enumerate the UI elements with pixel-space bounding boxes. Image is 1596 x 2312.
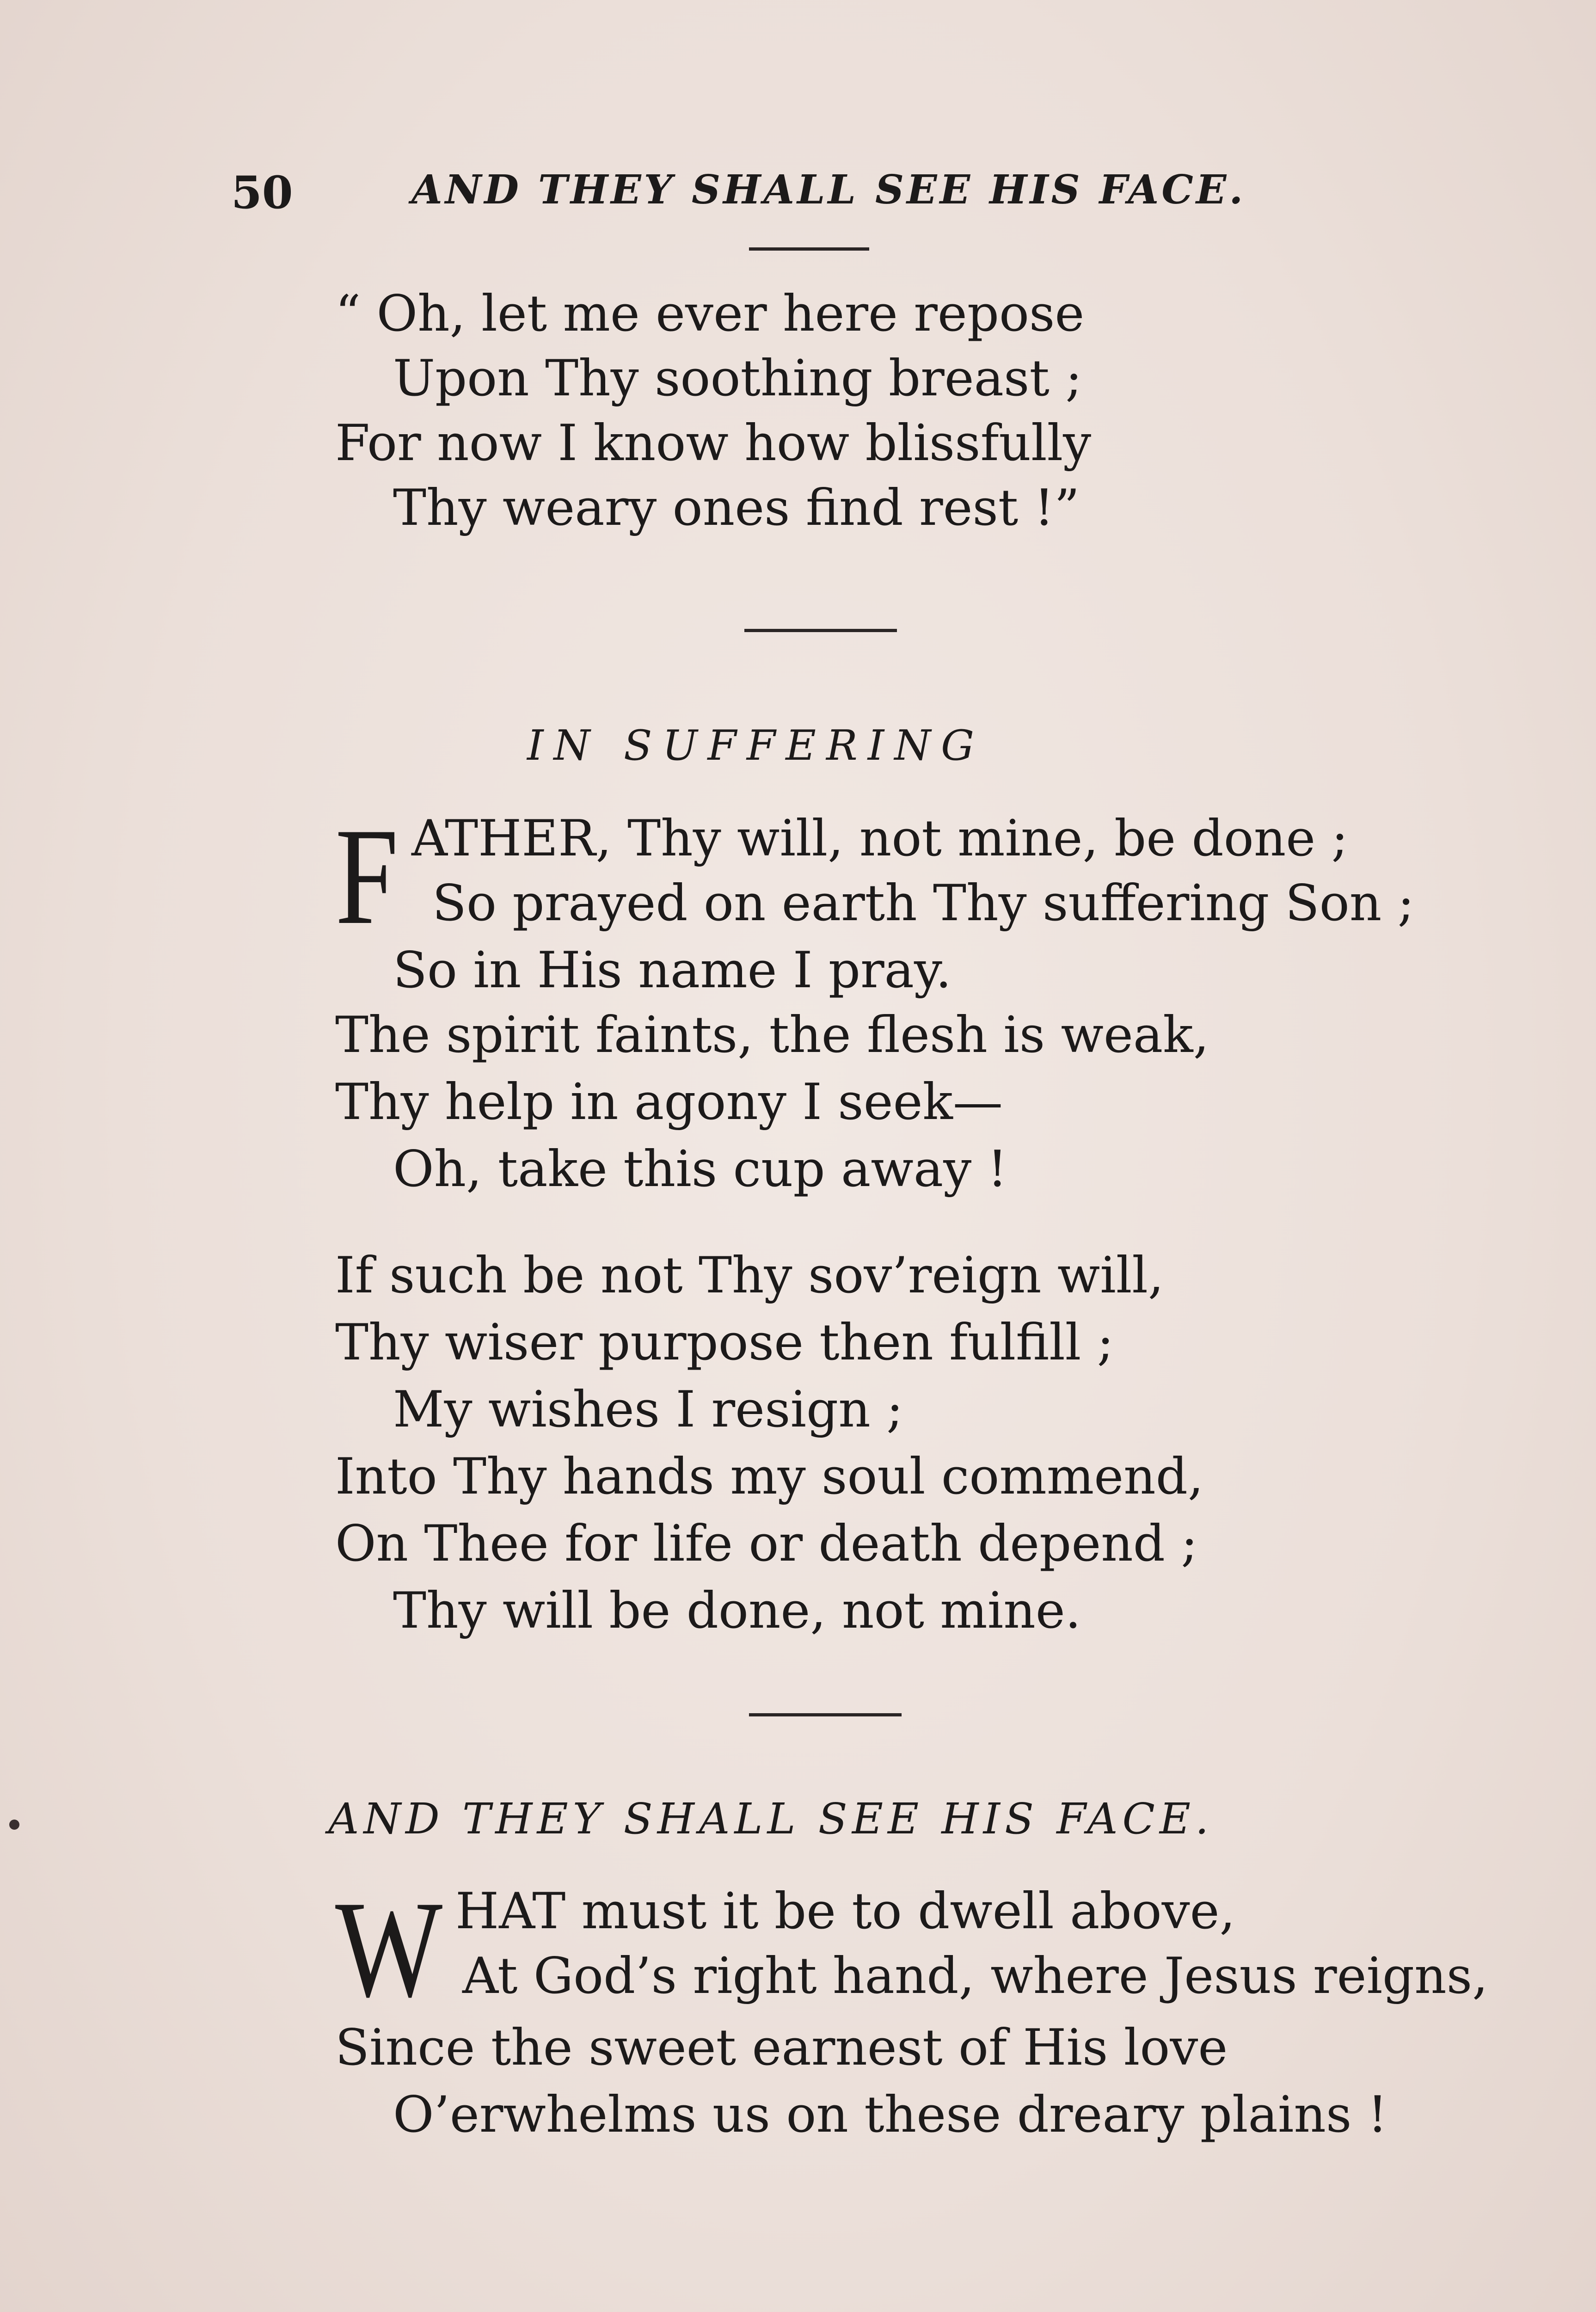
page-number: 50 xyxy=(231,166,293,219)
poem1-line: Thy wiser purpose then fulfill ; xyxy=(335,1314,1114,1371)
intro-line: “ Oh, let me ever here repose xyxy=(335,285,1085,343)
poem1-line: The spirit faints, the flesh is weak, xyxy=(335,1006,1209,1064)
poem-title-in-suffering: IN SUFFERING xyxy=(527,721,984,770)
poem2-line: Since the sweet earnest of His love xyxy=(335,2019,1228,2077)
poem1-line: ATHER, Thy will, not mine, be done ; xyxy=(411,810,1348,867)
poem1-line: On Thee for life or death depend ; xyxy=(335,1515,1198,1573)
page-header xyxy=(231,166,1295,217)
ink-speck xyxy=(9,1820,19,1830)
intro-line: Upon Thy soothing breast ; xyxy=(393,350,1082,407)
intro-line: Thy weary ones find rest !” xyxy=(393,479,1080,537)
header-rule xyxy=(749,247,869,251)
intro-line: For now I know how blissfully xyxy=(335,414,1092,472)
dropcap-w: W xyxy=(335,1872,443,2026)
poem2-line: O’erwhelms us on these dreary plains ! xyxy=(393,2086,1388,2144)
poem2-line: HAT must it be to dwell above, xyxy=(455,1882,1235,1940)
poem1-line: So prayed on earth Thy suffering Son ; xyxy=(432,874,1415,932)
poem1-line: Into Thy hands my soul commend, xyxy=(335,1448,1204,1506)
poem1-line: If such be not Thy sov’reign will, xyxy=(335,1247,1164,1304)
running-head: AND THEY SHALL SEE HIS FACE. xyxy=(411,166,1246,213)
section-rule xyxy=(749,1713,902,1716)
poem1-line: Thy help in agony I seek— xyxy=(335,1073,1003,1131)
poem-title-and-they-shall-see-his-face: AND THEY SHALL SEE HIS FACE. xyxy=(328,1794,1214,1844)
poem1-line: Oh, take this cup away ! xyxy=(393,1140,1007,1198)
poem1-line: Thy will be done, not mine. xyxy=(393,1582,1081,1640)
poem2-line: At God’s right hand, where Jesus reigns, xyxy=(462,1947,1488,2005)
dropcap-f: F xyxy=(335,799,399,953)
poem1-line: My wishes I resign ; xyxy=(393,1381,903,1439)
section-rule xyxy=(744,629,897,632)
poem1-line: So in His name I pray. xyxy=(393,941,951,999)
